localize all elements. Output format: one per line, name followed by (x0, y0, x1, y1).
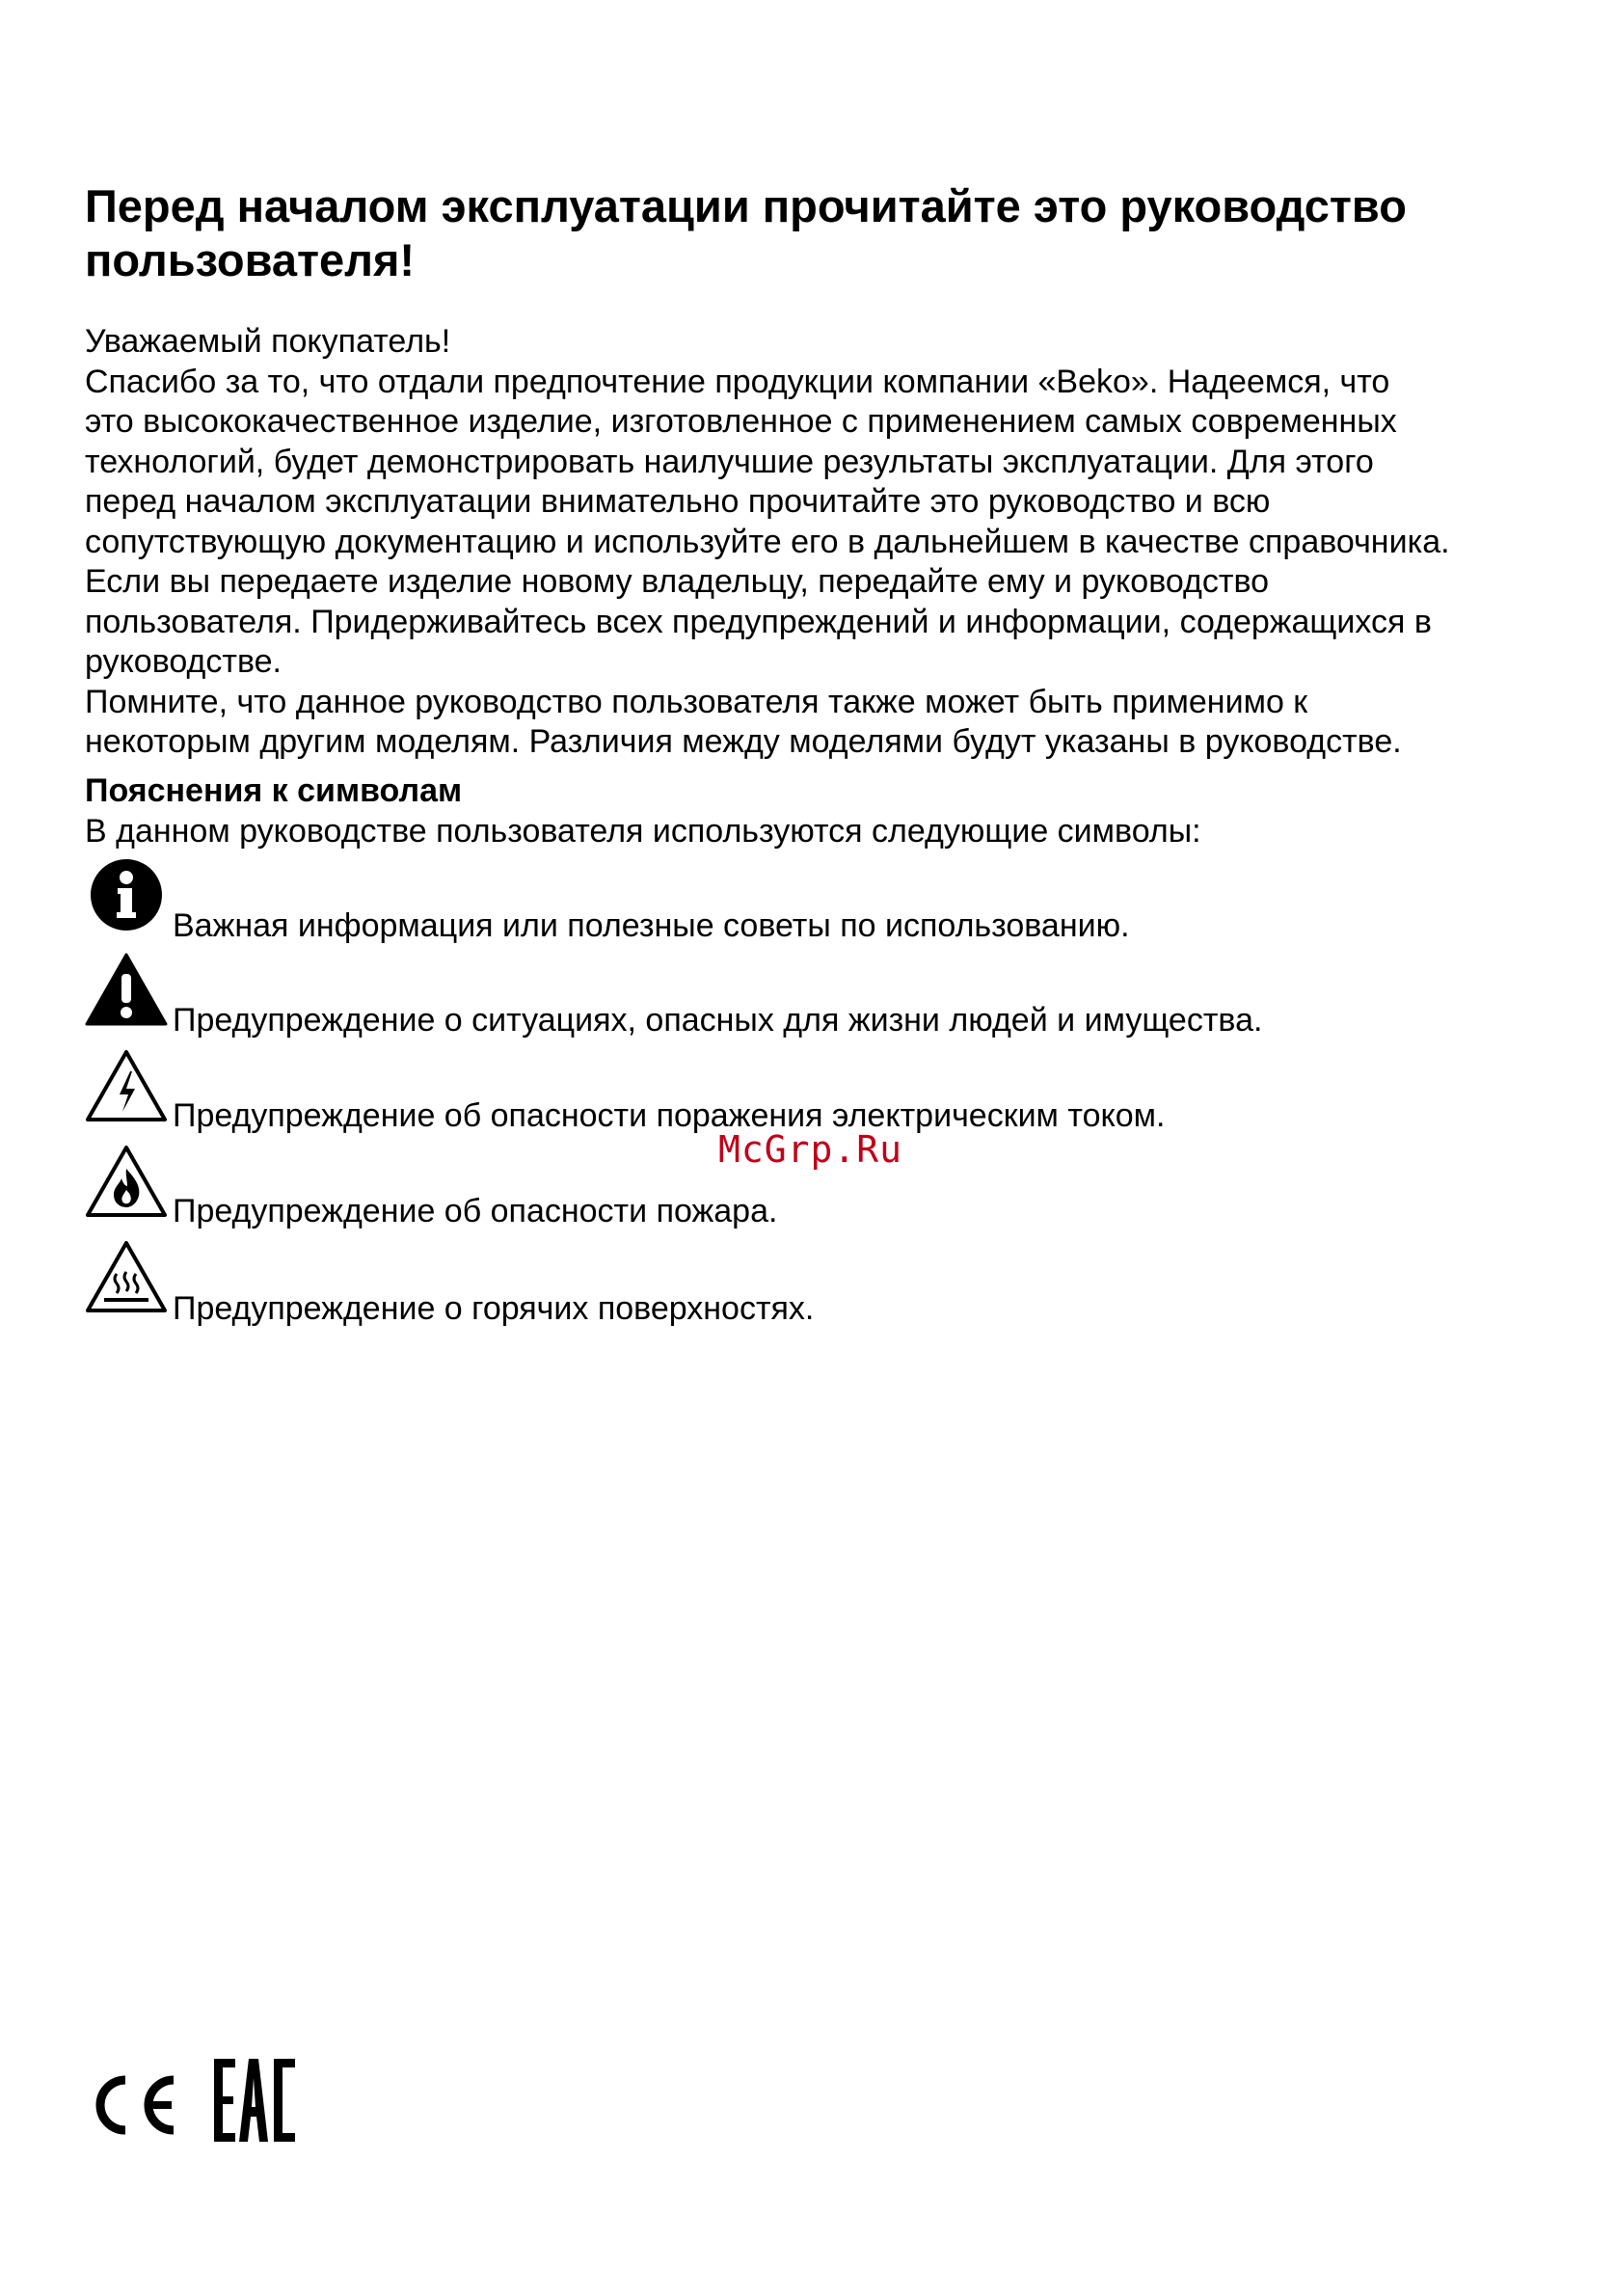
intro-text (85, 322, 1570, 763)
page-title (85, 179, 1550, 287)
para1-line: технологий, будет демонстрировать наилучшие результаты эксплуатации. Для этого (85, 443, 1374, 480)
warning-icon (85, 951, 168, 1034)
title-line-2: пользователя! (85, 234, 416, 285)
eac-mark (214, 2059, 295, 2142)
para2-line: некоторым другим моделям. Различия между моделями будут указаны в руководстве. (85, 723, 1402, 760)
electric-shock-icon (85, 1046, 168, 1129)
symbols-intro: В данном руководстве пользователя используются следующие символы: (85, 813, 1201, 850)
symbol-text: Предупреждение о горячих поверхностях. (173, 1290, 815, 1327)
title-line-1: Перед началом эксплуатации прочитайте это руководство (85, 180, 1407, 231)
symbol-row-warning (85, 951, 1435, 1038)
para1-line: это высококачественное изделие, изготовленное с применением самых современных (85, 403, 1397, 440)
symbol-text: Важная информация или полезные советы по использованию. (173, 907, 1130, 944)
para1-line: сопутствующую документацию и используйте его в дальнейшем в качестве справочника. (85, 523, 1450, 560)
para2-line: Помните, что данное руководство пользователя также может быть применимо к (85, 683, 1308, 720)
certification-marks (83, 2049, 314, 2146)
info-icon (85, 856, 168, 939)
para1-line: руководстве. (85, 643, 282, 680)
fire-icon (85, 1142, 168, 1225)
hot-surface-icon (85, 1237, 168, 1320)
para1-line: перед началом эксплуатации внимательно прочитайте это руководство и всю (85, 483, 1271, 520)
symbol-text: Предупреждение об опасности поражения электрическим током. (173, 1097, 1166, 1134)
greeting: Уважаемый покупатель! (85, 323, 451, 360)
ce-mark (100, 2080, 174, 2130)
symbol-row-hot-surface (85, 1237, 1435, 1327)
watermark: McGrp.Ru (718, 1128, 903, 1171)
symbol-row-info (85, 856, 1435, 943)
symbol-row-electric (85, 1046, 1435, 1133)
para1-line: пользователя. Придерживайтесь всех предупреждений и информации, содержащихся в (85, 603, 1432, 640)
symbols-heading: Пояснения к символам (85, 772, 463, 809)
para1-line: Спасибо за то, что отдали предпочтение продукции компании «Beko». Надеемся, что (85, 363, 1390, 400)
para1-line: Если вы передаете изделие новому владельцу, передайте ему и руководство (85, 563, 1270, 600)
symbol-text: Предупреждение о ситуациях, опасных для жизни людей и имущества. (173, 1002, 1263, 1039)
symbol-text: Предупреждение об опасности пожара. (173, 1193, 778, 1229)
